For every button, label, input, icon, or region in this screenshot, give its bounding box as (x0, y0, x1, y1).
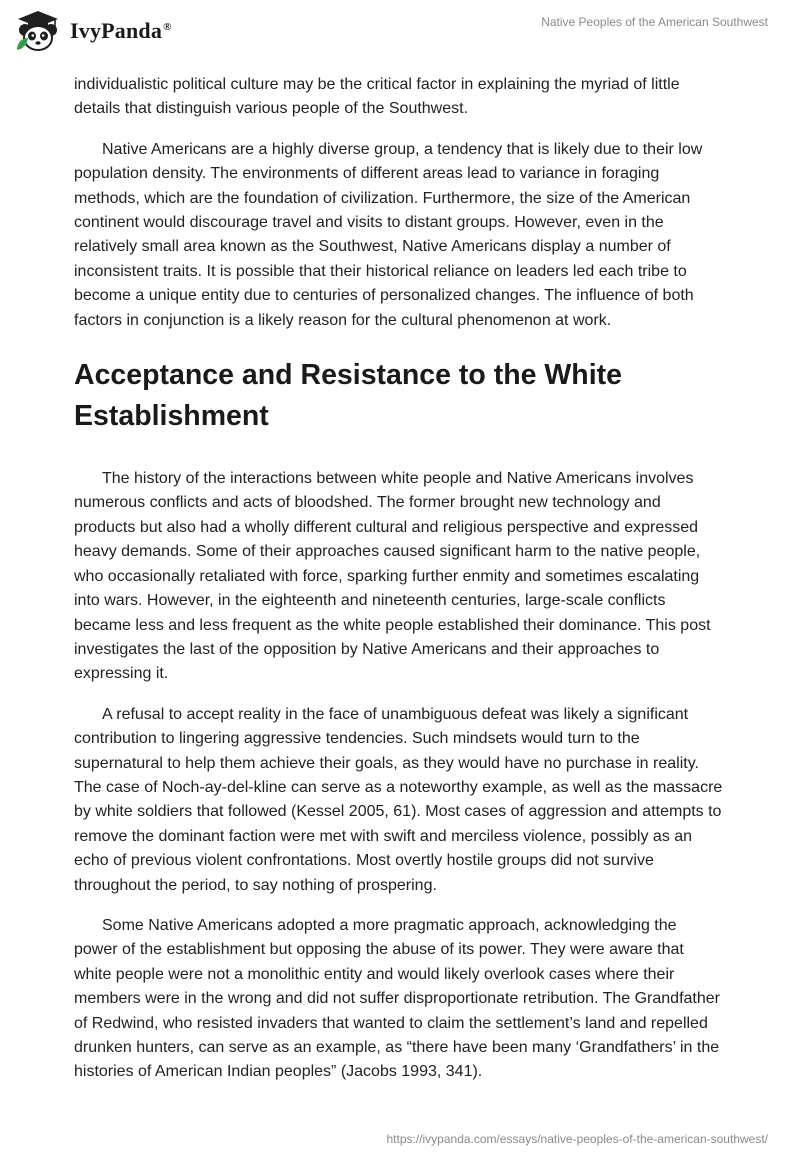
paragraph: Native Americans are a highly diverse group, a tendency that is likely due to their low population density. The environments of different areas lead to variance in foraging methods, which are the foundation of civilization. Furthermore, the size of the American continent would discourage travel and visits to distant groups. However, even in the relatively small area known as the Southwest, Native Americans display a number of inconsistent traits. It is possible that their historical reliance on leaders led each tribe to become a unique entity due to centuries of personalized changes. The influence of both factors in conjunction is a likely reason for the cultural phenomenon at work. (74, 140, 703, 329)
brand-name: IvyPanda® (70, 18, 172, 43)
source-url[interactable]: https://ivypanda.com/essays/native-peoples-of-the-american-southwest/ (386, 1132, 768, 1146)
page-header (0, 0, 800, 60)
ivypanda-logo[interactable] (14, 10, 172, 52)
paragraph: Some Native Americans adopted a more pragmatic approach, acknowledging the power of the establishment but opposing the abuse of its power. They were aware that white people were not a monolithic entity and would likely overlook cases where their members were in the wrong and did not suffer disproportionate retribution. The Grandfather of Redwind, who resisted invaders that wanted to claim the settlement’s land and repelled drunken hunters, can serve as an example, as “there have been many ‘Grandfathers’ in the histories of American Indian peoples” (Jacobs 1993, 341). (74, 916, 720, 1081)
essay-body (74, 73, 724, 1101)
section-heading: Acceptance and Resistance to the White Establishment (74, 359, 622, 433)
paragraph: The history of the interactions between white people and Native Americans involves numerous conflicts and acts of bloodshed. The former brought new technology and products but also had a wholly different cultural and religious perspective and expressed heavy demands. Some of their approaches caused significant harm to the native people, who occasionally retaliated with force, sparking further enmity and sometimes escalating into wars. However, in the eighteenth and nineteenth centuries, large-scale conflicts became less and less frequent as the white people established their dominance. This post investigates the last of the opposition by Native Americans and their approaches to expressing it. (74, 470, 711, 683)
registered-mark: ® (163, 20, 172, 33)
running-title: Native Peoples of the American Southwest (541, 15, 768, 29)
paragraph-continued: individualistic political culture may be the critical factor in explaining the myriad of little details that distinguish various people of the Southwest. (74, 76, 680, 118)
panda-mascot-icon (14, 10, 62, 52)
paragraph: A refusal to accept reality in the face of unambiguous defeat was likely a significant contribution to lingering aggressive tendencies. Such mindsets would turn to the supernatural to help them achieve their goals, as they would have no purchase in reality. The case of Noch-ay-del-kline can serve as a noteworthy example, as well as the massacre by white soldiers that followed (Kessel 2005, 61). Most cases of aggression and attempts to remove the dominant faction were met with swift and merciless violence, possibly as an echo of previous violent confrontations. Most overtly hostile groups did not survive throughout the period, to say nothing of prospering. (74, 705, 723, 894)
